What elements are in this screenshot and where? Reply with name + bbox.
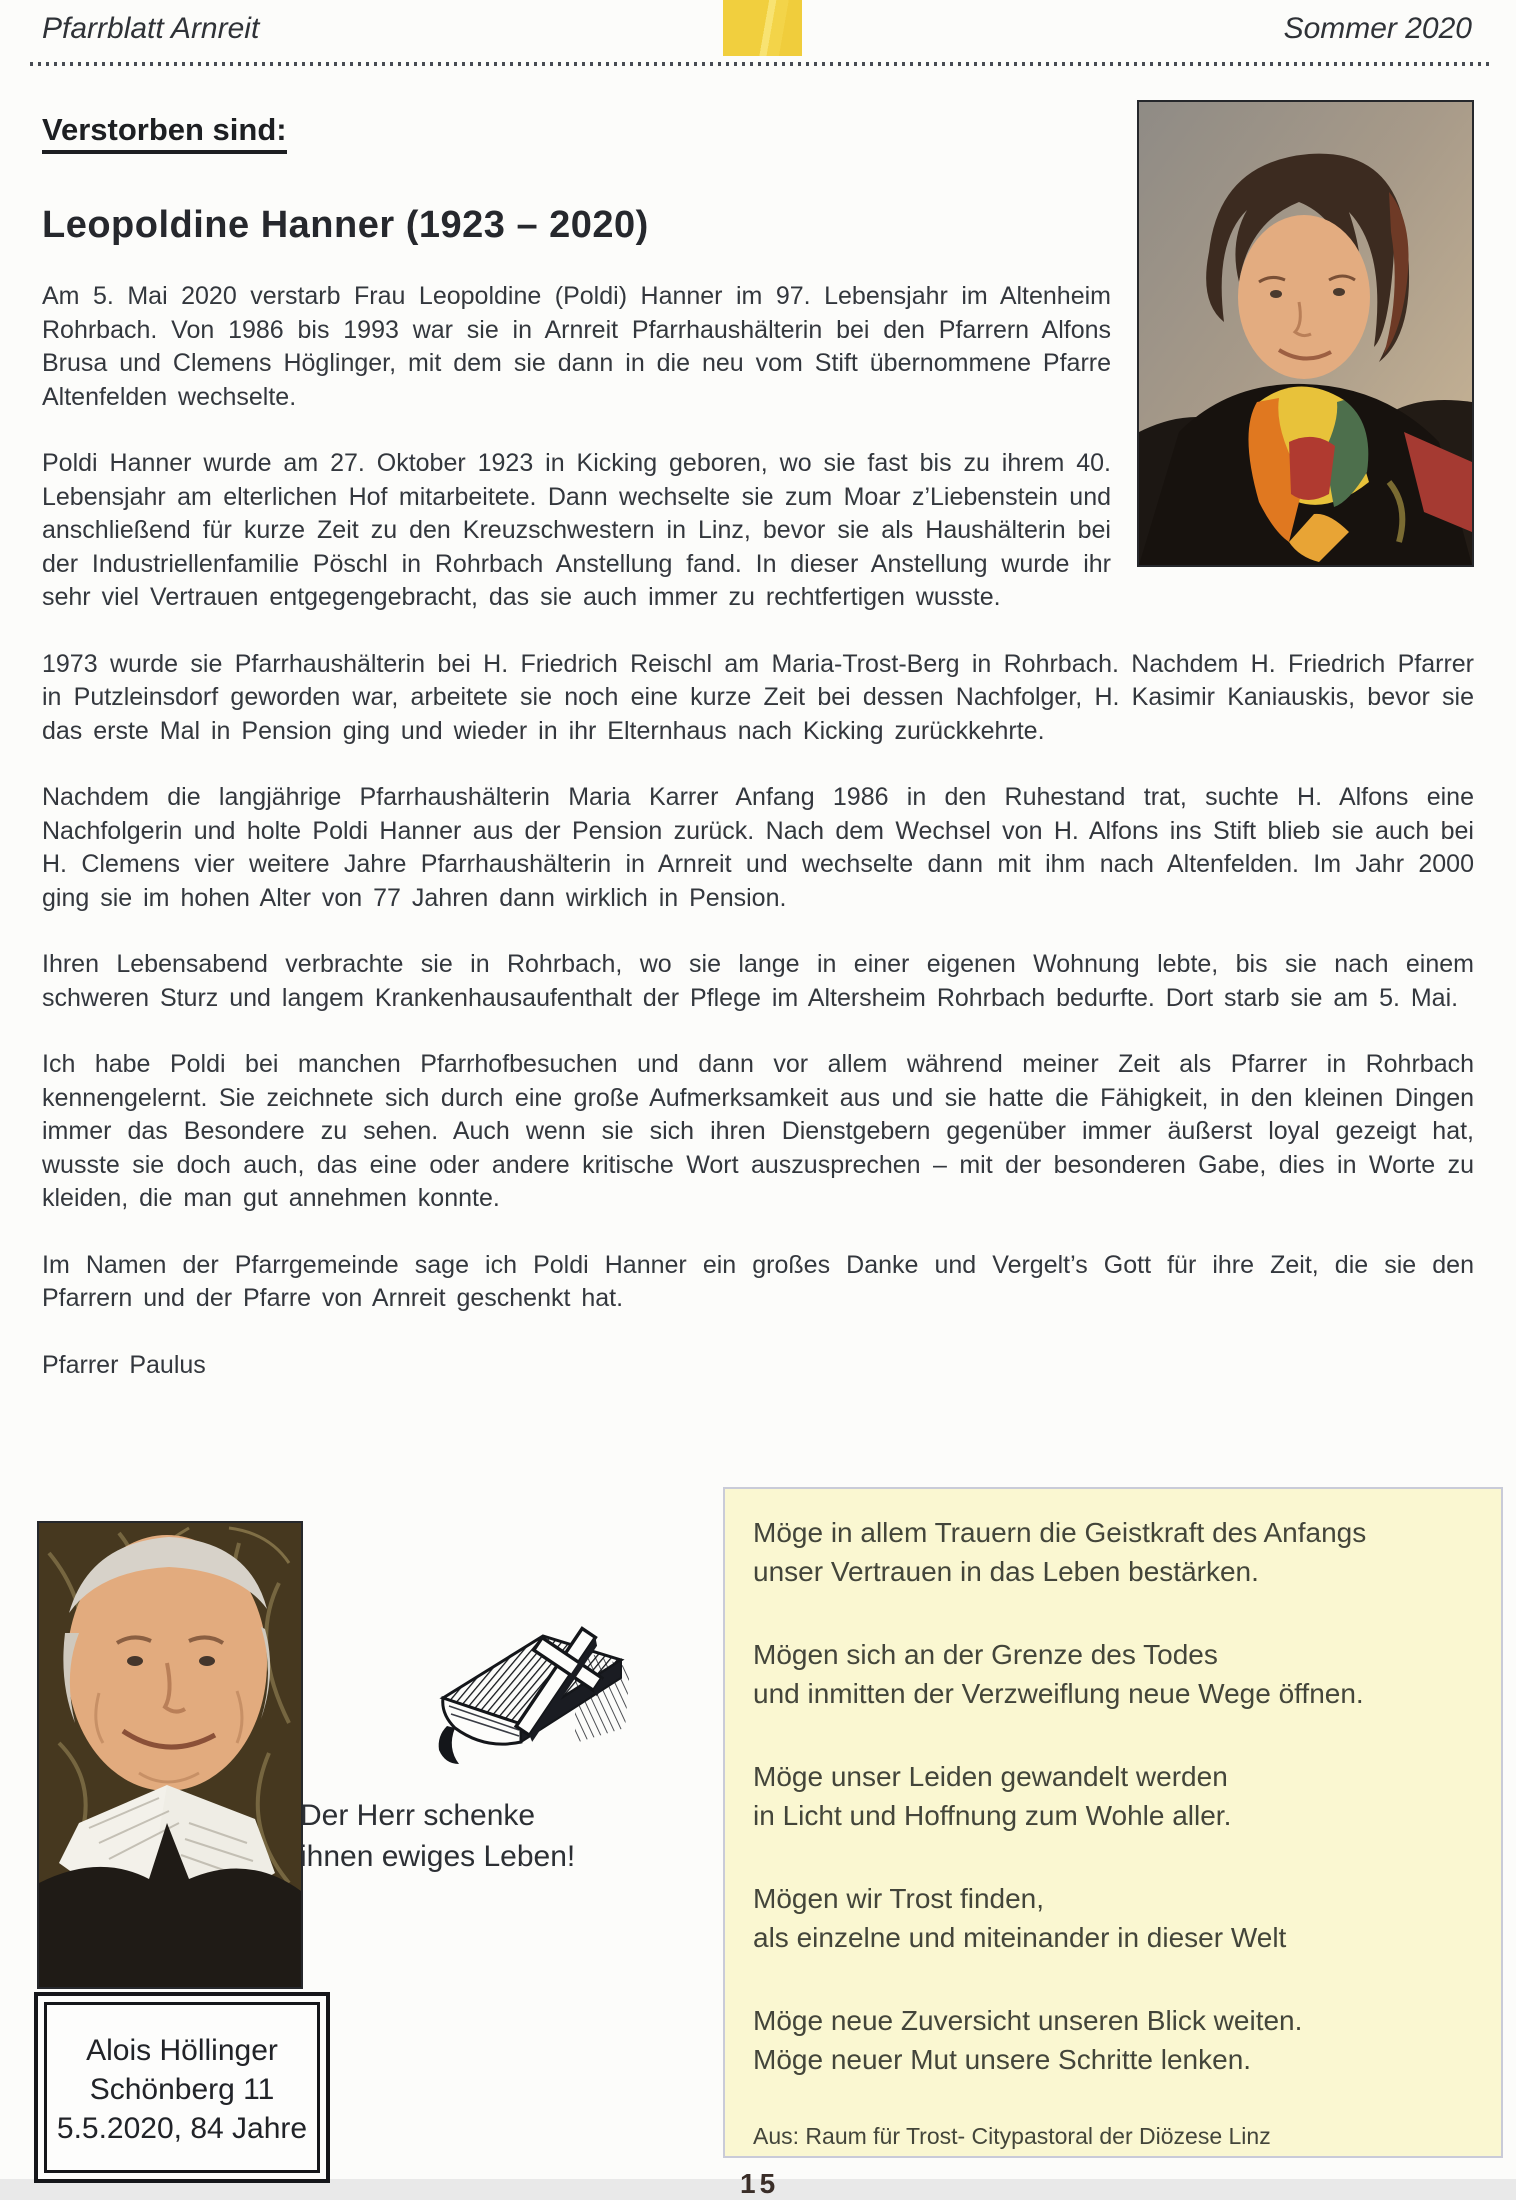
prayer-line: als einzelne und miteinander in dieser Welt (753, 1922, 1287, 1953)
prayer-line: Möge neuer Mut unsere Schritte lenken. (753, 2044, 1252, 2075)
issue-date: Sommer 2020 (1283, 12, 1472, 45)
portrait-photo-alois-hoellinger (37, 1521, 303, 1989)
deceased-caption-card (34, 1992, 330, 2183)
prayer-line: Möge unser Leiden gewandelt werden (753, 1761, 1228, 1792)
page-number-partial: 15 (740, 2168, 780, 2199)
bible-cross-drawing (425, 1608, 645, 1778)
section-heading: Verstorben sind: (42, 112, 1474, 154)
obituary-paragraph: Poldi Hanner wurde am 27. Oktober 1923 in Kicking geboren, wo sie fast bis zu ihrem 40. Lebensjahr am elterlichen Hof mitarbeitete. Dann wechselte sie zum Moar z’Liebenstein und anschließend für kurze Zeit zu den Kreuzschwestern in Linz, bevor sie als Haushälterin bei der Industriellenfamilie Pöschl in Rohrbach Anstellung fand. In dieser Anstellung wurde ihr sehr viel Vertrauen entgegengebracht, das sie auch immer zu rechtfertigen wusste. (42, 449, 1111, 611)
prayer-line: Mögen sich an der Grenze des Todes (753, 1639, 1218, 1670)
prayer-line: Möge in allem Trauern die Geistkraft des Anfangs (753, 1517, 1367, 1548)
obituary-paragraph: Nachdem die langjährige Pfarrhaushälterin Maria Karrer Anfang 1986 in den Ruhestand trat, suchte H. Alfons eine Nachfolgerin und holte Poldi Hanner aus der Pension zurück. Nach dem Wechsel von H. Alfons ins Stift blieb sie auch bei H. Clemens vier weitere Jahre Pfarrhaushälterin in Arnreit und wechselte dann mit ihm nach Altenfelden. Im Jahr 2000 ging sie im hohen Alter von 77 Jahren dann wirklich in Pension. (42, 783, 1474, 912)
bible-cross-icon (425, 1608, 645, 1778)
prayer-stanza (753, 1635, 1473, 1713)
obituary-article (42, 96, 1474, 1382)
obituary-paragraph: 1973 wurde sie Pfarrhaushälterin bei H. Friedrich Reischl am Maria-Trost-Berg in Rohrbach. Nachdem H. Friedrich Pfarrer in Putzleinsdorf geworden war, arbeitete sie noch eine kurze Zeit bei dessen Nachfolger, H. Kasimir Kaniauskis, bevor sie das erste Mal in Pension ging und wieder in ihr Elternhaus nach Kicking zurückkehrte. (42, 649, 1474, 745)
prayer-line: Mögen wir Trost finden, (753, 1883, 1045, 1914)
deceased-address: Schönberg 11 (89, 2073, 275, 2106)
prayer-stanza (753, 1879, 1473, 1957)
dotted-divider (30, 62, 1492, 66)
prayer-source: Aus: Raum für Trost- Citypastoral der Diözese Linz (753, 2123, 1271, 2149)
prayer-line: in Licht und Hoffnung zum Wohle aller. (753, 1800, 1232, 1831)
blessing-text (300, 1795, 575, 1877)
man-portrait-illustration (39, 1523, 301, 1987)
blessing-line: Der Herr schenke (300, 1799, 536, 1832)
obituary-signature: Pfarrer Paulus (42, 1350, 206, 1379)
prayer-box (723, 1487, 1503, 2158)
prayer-stanza (753, 1513, 1473, 1591)
obituary-paragraph: Ihren Lebensabend verbrachte sie in Rohrbach, wo sie lange in einer eigenen Wohnung lebte, bis sie nach einem schweren Sturz und langem Krankenhausaufenthalt der Pflege im Altersheim Rohrbach bedurfte. Dort starb sie am 5. Mai. (42, 950, 1474, 1012)
yellow-highlight-mark (723, 0, 802, 56)
obituary-paragraph: Am 5. Mai 2020 verstarb Frau Leopoldine (Poldi) Hanner im 97. Lebensjahr im Altenheim Rohrbach. Von 1986 bis 1993 war sie in Arnreit Pfarrhaushälterin bei den Pfarrern Alfons Brusa und Clemens Höglinger, mit dem sie dann in die neu vom Stift übernommene Pfarre Altenfelden wechselte. (42, 282, 1111, 411)
blessing-line: ihnen ewiges Leben! (300, 1840, 576, 1873)
obituary-title: Leopoldine Hanner (1923 – 2020) (42, 204, 649, 246)
prayer-stanza (753, 1757, 1473, 1835)
prayer-line: unser Vertrauen in das Leben bestärken. (753, 1556, 1259, 1587)
prayer-line: Möge neue Zuversicht unseren Blick weiten. (753, 2005, 1303, 2036)
prayer-line: und inmitten der Verzweiflung neue Wege öffnen. (753, 1678, 1364, 1709)
obituary-paragraph: Im Namen der Pfarrgemeinde sage ich Poldi Hanner ein großes Danke und Vergelt’s Gott für ihre Zeit, die sie den Pfarrern und der Pfarre von Arnreit geschenkt hat. (42, 1250, 1474, 1312)
deceased-name: Alois Höllinger (86, 2034, 278, 2067)
newsletter-title: Pfarrblatt Arnreit (42, 12, 260, 45)
prayer-stanza (753, 2001, 1473, 2079)
obituary-paragraph: Ich habe Poldi bei manchen Pfarrhofbesuchen und dann vor allem während meiner Zeit als Pfarrer in Rohrbach kennengelernt. Sie zeichnete sich durch eine große Aufmerksamkeit aus und sie hatte die Fähigkeit, in den kleinen Dingen immer das Besondere zu sehen. Auch wenn sie sich ihren Dienstgebern gegenüber immer äußerst loyal gezeigt hat, wusste sie doch auch, das eine oder andere kritische Wort auszusprechen – mit der besonderen Gabe, dies in Worte zu kleiden, die man gut annehmen konnte. (42, 1050, 1474, 1212)
woman-portrait-illustration (1139, 102, 1472, 565)
portrait-photo-leopoldine-hanner (1137, 100, 1474, 567)
deceased-date-age: 5.5.2020, 84 Jahre (56, 2112, 308, 2145)
